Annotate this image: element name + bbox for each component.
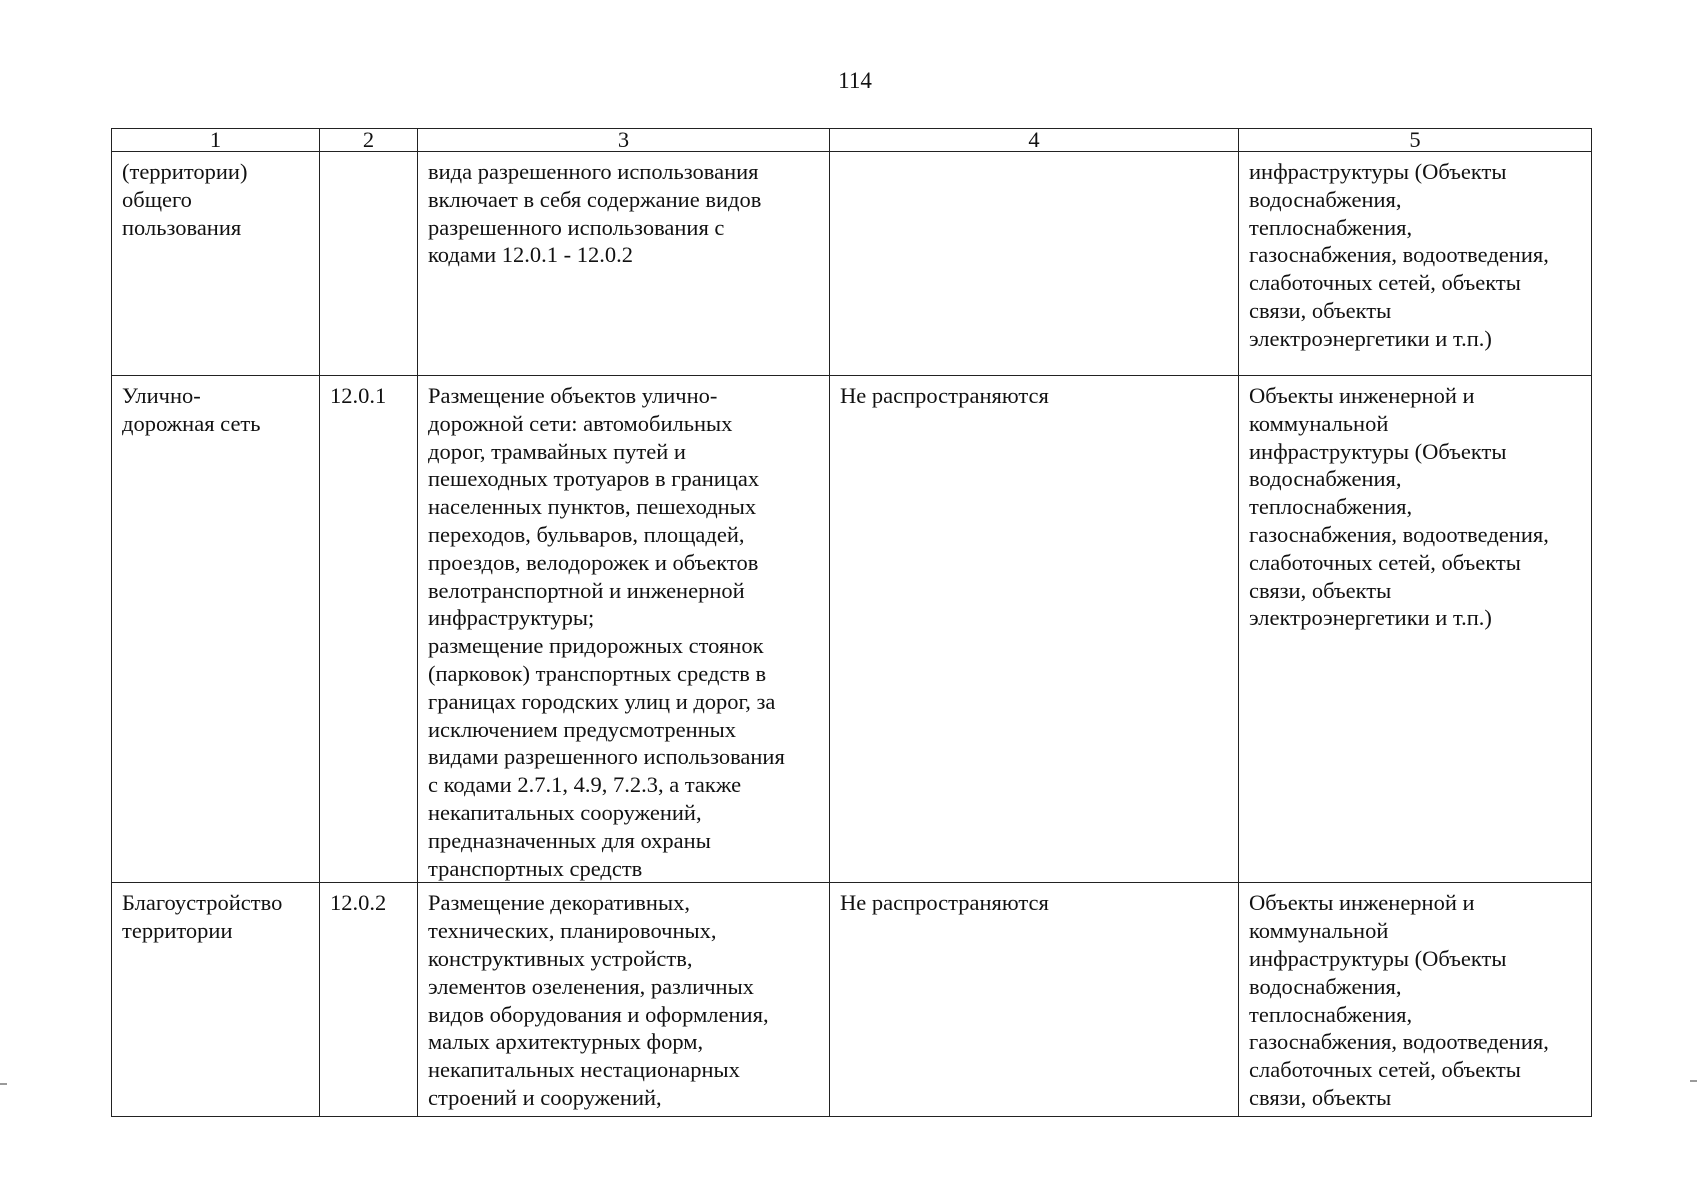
use-limits-cell xyxy=(830,152,1239,376)
use-description-cell: Размещение декоративных, технических, планировочных, конструктивных устройств, элементов озеленения, различных видов оборудования и оформления, малых архитектурных форм, некапитальных нестационарных строений и сооружений, xyxy=(418,883,830,1117)
table-row xyxy=(112,883,1592,1117)
use-code-cell xyxy=(320,152,418,376)
header-cell-2: 2 xyxy=(320,129,418,152)
use-objects-cell: Объекты инженерной и коммунальной инфраструктуры (Объекты водоснабжения, теплоснабжения, газоснабжения, водоотведения, слаботочных сетей, объекты связи, объекты электроэнергетики и т.п.) xyxy=(1239,376,1592,883)
header-cell-1: 1 xyxy=(112,129,320,152)
scan-edge-mark-left xyxy=(0,1083,7,1085)
header-cell-5: 5 xyxy=(1239,129,1592,152)
land-use-table xyxy=(111,128,1592,1117)
use-description-cell: Размещение объектов улично- дорожной сети: автомобильных дорог, трамвайных путей и пешеходных тротуаров в границах населенных пунктов, пешеходных переходов, бульваров, площадей, проездов, велодорожек и объектов велотранспортной и инженерной инфраструктуры; размещение придорожных стоянок (парковок) транспортных средств в границах городских улиц и дорог, за исключением предусмотренных видами разрешенного использования с кодами 2.7.1, 4.9, 7.2.3, а также некапитальных сооружений, предназначенных для охраны транспортных средств xyxy=(418,376,830,883)
use-limits-cell: Не распространяются xyxy=(830,376,1239,883)
use-limits-cell: Не распространяются xyxy=(830,883,1239,1117)
use-code-cell: 12.0.1 xyxy=(320,376,418,883)
table-row xyxy=(112,376,1592,883)
page-number: 114 xyxy=(838,68,872,93)
use-name-cell: Улично- дорожная сеть xyxy=(112,376,320,883)
scan-edge-mark-right xyxy=(1690,1080,1697,1082)
header-cell-3: 3 xyxy=(418,129,830,152)
use-name-cell: Благоустройство территории xyxy=(112,883,320,1117)
header-cell-4: 4 xyxy=(830,129,1239,152)
table-row xyxy=(112,152,1592,376)
use-code-cell: 12.0.2 xyxy=(320,883,418,1117)
use-description-cell: вида разрешенного использования включает в себя содержание видов разрешенного использования с кодами 12.0.1 - 12.0.2 xyxy=(418,152,830,376)
use-name-cell: (территории) общего пользования xyxy=(112,152,320,376)
table-header-row xyxy=(112,129,1592,152)
use-objects-cell: Объекты инженерной и коммунальной инфраструктуры (Объекты водоснабжения, теплоснабжения, газоснабжения, водоотведения, слаботочных сетей, объекты связи, объекты xyxy=(1239,883,1592,1117)
use-objects-cell: инфраструктуры (Объекты водоснабжения, теплоснабжения, газоснабжения, водоотведения, слаботочных сетей, объекты связи, объекты электроэнергетики и т.п.) xyxy=(1239,152,1592,376)
